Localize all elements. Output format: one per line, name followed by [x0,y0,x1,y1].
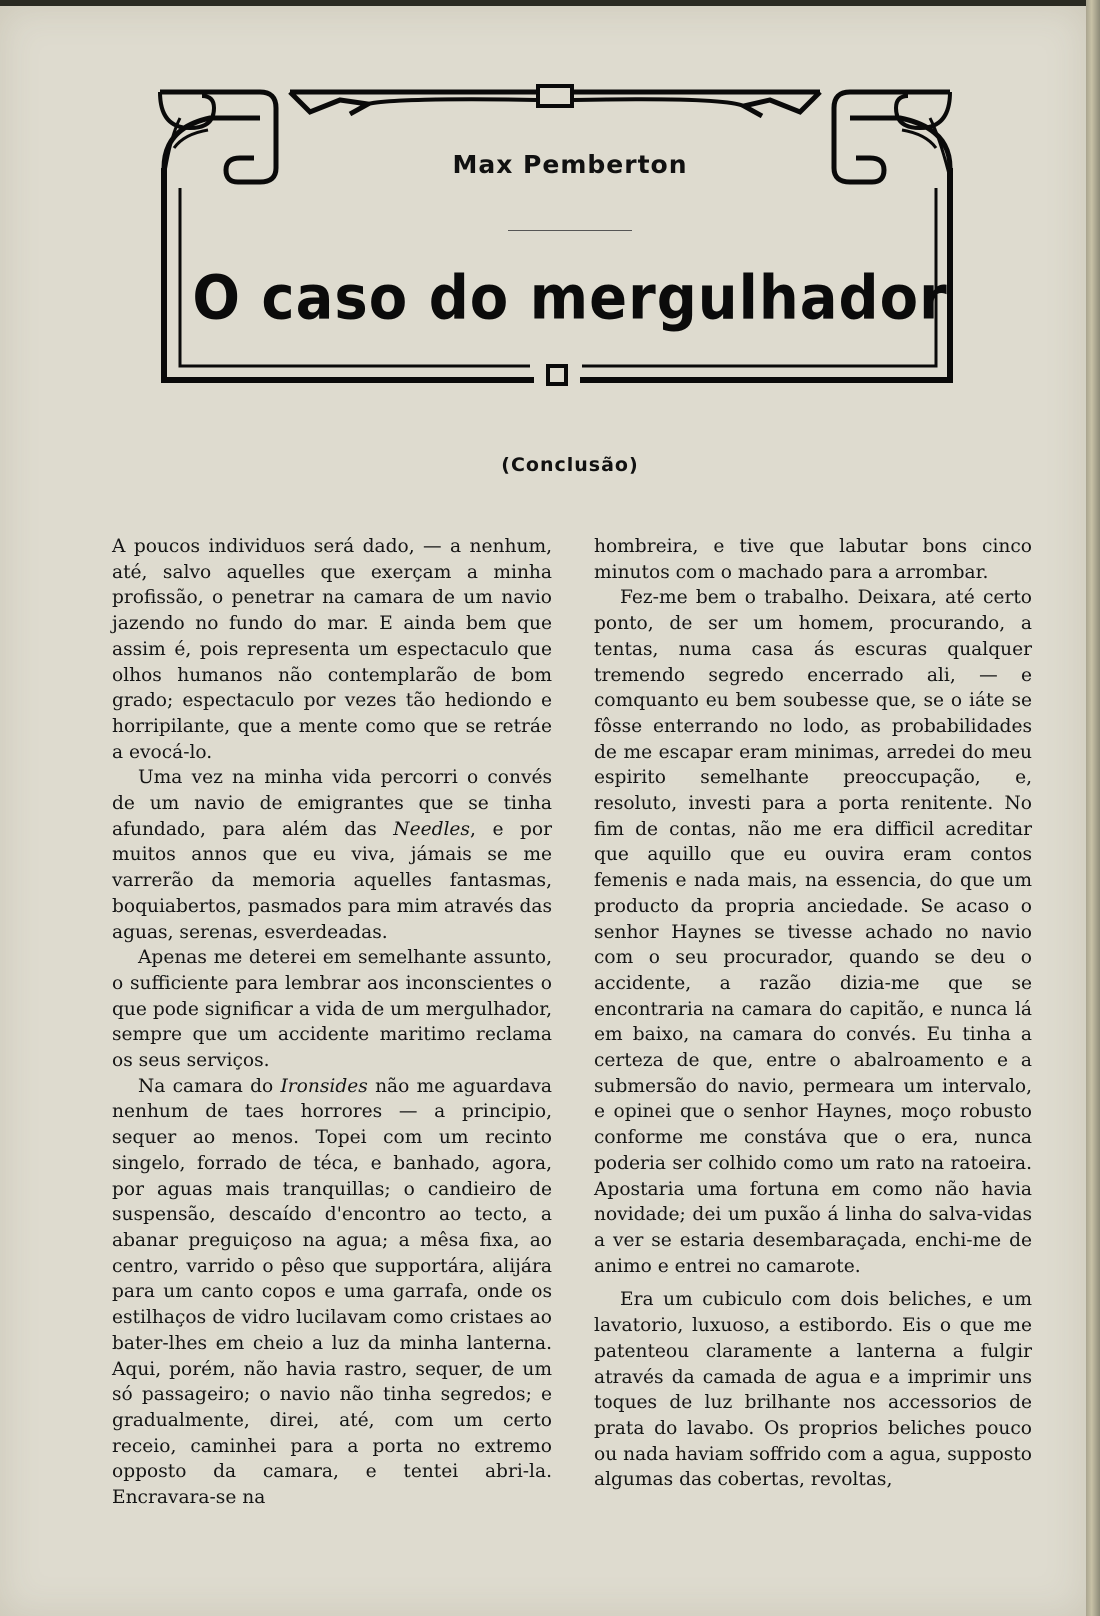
divider [508,230,632,231]
paragraph: Era um cubiculo com dois beliches, e um lavatorio, luxuoso, a estibordo. Eis o que me patenteou claramente a lanterna a fulgir através da camada de agua e a imprimir uns toques de luz brilhante nos accessorios de prata do lavabo. Os proprios beliches pouco ou nada haviam soffrido com a agua, supposto algumas das cobertas, revoltas, [594,1289,1032,1491]
article-subtitle: (Conclusão) [501,454,639,476]
article-title: O caso do mergulhador [192,263,948,334]
author-name: Max Pemberton [452,150,688,179]
paragraph: Uma vez na minha vida percorri o convés de um navio de emigrantes que se tinha afundado, para além das Needles, e por muitos annos que eu viva, jámais se me varrerão da memoria aquelles fantasmas, boquiabertos, pasmados para mim através das aguas, serenas, esverdeadas. [112,767,552,943]
magazine-page [0,6,1086,1616]
left-column [112,534,552,1511]
paragraph: Fez-me bem o trabalho. Deixara, até certo ponto, de ser um homem, procurando, a tentas, numa casa ás escuras qualquer tremendo segredo encerrado ali, — e comquanto eu bem soubesse que, se o iáte se fôsse enterrando no lodo, as probabilidades de me escapar eram minimas, arredei do meu espirito semelhante preoccupação, e, resoluto, investi para a porta renitente. No fim de contas, não me era difficil acreditar que aquillo que eu ouvira eram contos femenis e nada mais, na essencia, do que um producto da propria anciedade. Se acaso o senhor Haynes se tivesse achado no navio com o seu procurador, quando se deu o accidente, a razão dizia-me que se encontraria na camara do capitão, e nunca lá em baixo, na camara do convés. Eu tinha a certeza de que, entre o abalroamento e a submersão do navio, permeara um intervalo, e opinei que o senhor Haynes, moço robusto conforme me constáva que o era, nunca poderia ser colhido como um rato na ratoeira. Apostaria uma fortuna em como não havia novidade; dei um puxão á linha do salva-vidas a ver se estaria desembaraçada, enchi-me de animo e entrei no camarote. [594,587,1032,1277]
paragraph: A poucos individuos será dado, — a nenhum, até, salvo aquelles que exerçam a minha profissão, o penetrar na camara de um navio jazendo no fundo do mar. E ainda bem que assim é, pois representa um espectaculo que olhos humanos não contemplarão de bom grado; espectaculo por vezes tão hediondo e horripilante, que a mente como que se retráe a evocá-lo. [112,536,552,763]
ornamental-title-frame [150,78,960,398]
paragraph: Apenas me deterei em semelhante assunto, o sufficiente para lembrar aos inconscientes o que pode significar a vida de um mergulhador, sempre que um accidente maritimo reclama os seus serviços. [112,947,552,1072]
paragraph: hombreira, e tive que labutar bons cinco minutos com o machado para a arrombar. [594,536,1032,583]
page-edge [1086,0,1100,1616]
right-column [594,534,1032,1493]
paragraph: Na camara do Ironsides não me aguardava nenhum de taes horrores — a principio, sequer ao menos. Topei com um recinto singelo, forrado de téca, e banhado, agora, por aguas mais tranquillas; o candieiro de suspensão, descaído d'encontro ao tecto, a abanar preguiçoso na agua; a mêsa fixa, ao centro, varrido o pêso que supportára, alijára para um canto copos e uma garrafa, onde os estilhaços de vidro lucilavam como cristaes ao bater-lhes em cheio a luz da minha lanterna. Aqui, porém, não havia rastro, sequer, de um só passageiro; o navio não tinha segredos; e gradualmente, direi, até, com um certo receio, caminhei para a porta no extremo opposto da camara, e tentei abri-la. Encravara-se na [112,1075,553,1509]
